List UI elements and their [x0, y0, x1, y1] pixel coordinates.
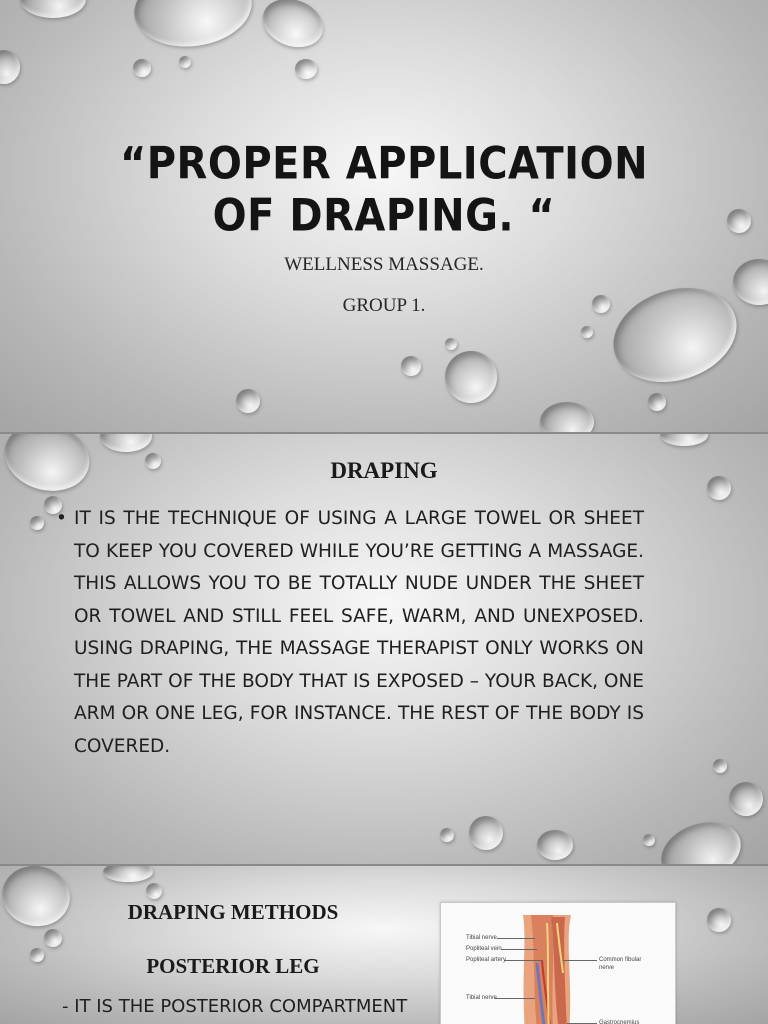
- anatomy-figure: [440, 902, 676, 1024]
- draping-slide: [0, 434, 768, 864]
- label-gastrocnemius: Gastrocnemius: [599, 1020, 640, 1024]
- water-drop: [601, 273, 749, 398]
- water-drop: [660, 434, 708, 446]
- water-drop: [581, 326, 593, 338]
- water-drop: [20, 0, 86, 18]
- bullet-point: •: [56, 508, 67, 529]
- water-drop: [236, 389, 260, 413]
- title-slide: [0, 0, 768, 432]
- water-drop: [103, 866, 153, 882]
- water-drop: [707, 908, 731, 932]
- leg-anatomy-illustration: [441, 903, 675, 1024]
- water-drop: [445, 338, 457, 350]
- label-line: [505, 960, 543, 961]
- label-popliteal-vein: Popliteal vein: [466, 946, 502, 952]
- water-drop: [440, 828, 454, 842]
- water-drop: [100, 434, 152, 452]
- label-line: [497, 938, 535, 939]
- slide-title-line1: “PROPER APPLICATION: [119, 138, 649, 190]
- bullet-paragraph: [56, 503, 644, 763]
- slide-body-text: - IT IS THE POSTERIOR COMPARTMENT: [62, 996, 408, 1017]
- label-common-fibular-nerve: nerve: [599, 965, 615, 971]
- label-tibial-nerve-lower: Tibial nerve: [466, 995, 497, 1001]
- label-common-fibular: Common fibular: [599, 957, 642, 963]
- water-drop: [401, 356, 421, 376]
- water-drop: [643, 834, 655, 846]
- water-drop: [713, 759, 727, 773]
- water-drop: [30, 516, 44, 530]
- slide-heading: DRAPING: [330, 458, 438, 483]
- bullet-text: IT IS THE TECHNIQUE OF USING A LARGE TOWEL OR SHEET TO KEEP YOU COVERED WHILE YOU’RE GETTING A MASSAGE. THIS ALLOWS YOU TO BE TOTALLY NUDE UNDER THE SHEET OR TOWEL AND STILL FEEL SAFE, WARM, AND UNEXPOSED. USING DRAPING, THE MASSAGE THERAPIST ONLY WORKS ON THE PART OF THE BODY THAT IS EXPOSED – YOUR BACK, ONE ARM OR ONE LEG, FOR INSTANCE. THE REST OF THE BODY IS COVERED.: [74, 508, 644, 757]
- water-drop: [295, 59, 317, 79]
- label-line: [495, 998, 535, 999]
- slide-subtitle: WELLNESS MASSAGE.: [284, 254, 484, 275]
- label-line: [563, 960, 597, 961]
- water-drop: [44, 929, 62, 947]
- slide-subheading: POSTERIOR LEG: [146, 954, 320, 978]
- water-drop: [729, 782, 763, 816]
- draping-methods-slide: [0, 866, 768, 1024]
- water-drop: [256, 0, 330, 55]
- slide-title-line2: OF DRAPING. “: [212, 190, 556, 242]
- water-drop: [648, 393, 666, 411]
- label-tibial-nerve: Tibial nerve: [466, 935, 497, 941]
- slide-heading: DRAPING METHODS: [127, 900, 339, 924]
- water-drop: [653, 812, 749, 864]
- water-drop: [146, 883, 162, 899]
- water-drop: [445, 351, 497, 403]
- label-popliteal-artery: Popliteal artery: [466, 957, 507, 963]
- water-drop: [0, 50, 20, 84]
- water-drop: [537, 830, 573, 860]
- water-drop: [179, 56, 191, 68]
- water-drop: [133, 59, 151, 77]
- water-drop: [540, 402, 594, 432]
- slide-group: GROUP 1.: [342, 295, 426, 316]
- water-drop: [129, 0, 256, 54]
- label-line: [501, 949, 537, 950]
- water-drop: [469, 816, 503, 850]
